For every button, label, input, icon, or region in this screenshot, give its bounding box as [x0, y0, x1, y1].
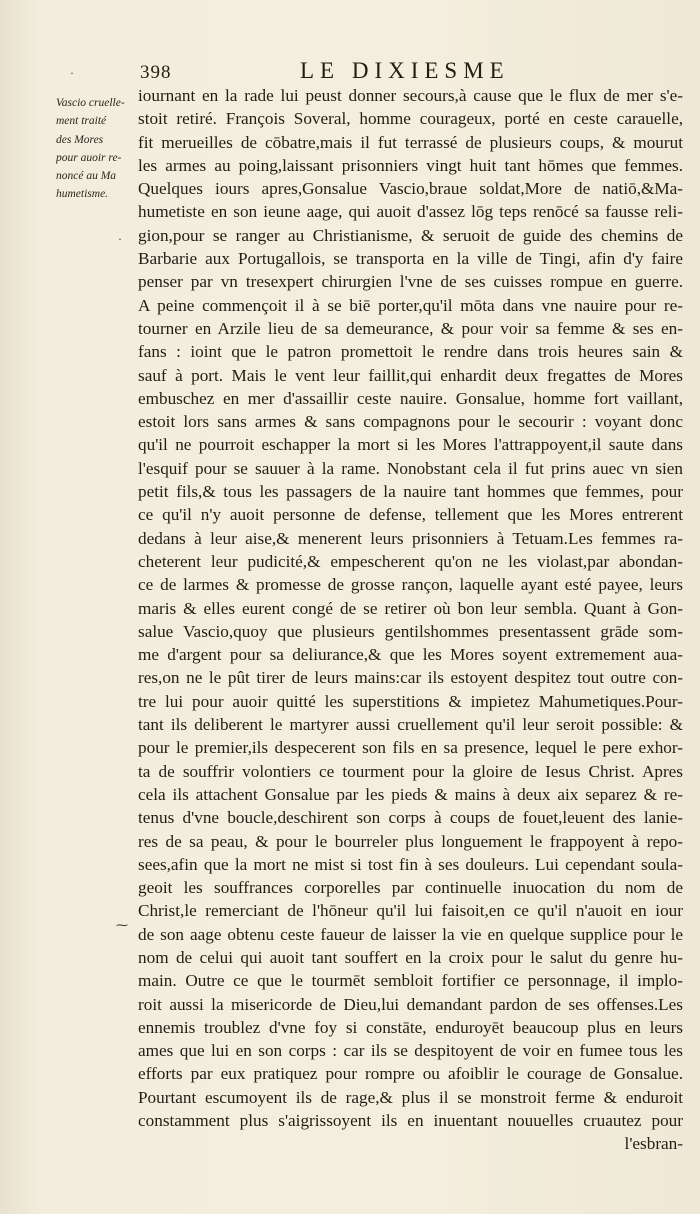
text-line: maris & elles eurent congé de se retirer où bon leur sembla. Quant à Gon-	[138, 598, 683, 618]
running-head: LE DIXIESME	[300, 58, 510, 83]
text-line: tourner en Arzile lieu de sa demeurance, & pour voir sa femme & ses en-	[138, 318, 683, 338]
text-line: ce de larmes & promesse de grosse rançon, laquelle ayant esté payee, leurs	[138, 575, 683, 595]
margin-note-line: ment traité	[56, 115, 107, 128]
text-line: tre lui pour auoir quitté les superstitions & impietez Mahumetiques.Pour-	[138, 691, 683, 711]
text-line: fit merueilles de cōbatre,mais il fut terrassé de plusieurs coups, & mourut	[138, 132, 683, 152]
text-line: les armes au poing,laissant prisonniers vingt huit tant hōmes que femmes.	[138, 155, 683, 175]
margin-note	[56, 94, 140, 204]
text-line: embuschez en mer d'assaillir ceste nauire. Gonsalue, homme fort vaillant,	[138, 388, 683, 408]
text-line: de son aage obtenu ceste faueur de laisser la vie en quelque supplice pour le	[138, 924, 683, 944]
text-line: petit fils,& tous les passagers de la nauire tant hommes que femmes, pour	[138, 482, 683, 502]
text-line: penser par vn tresexpert chirurgien l'vne de ses cuisses rompue en guerre.	[138, 272, 683, 292]
text-line: Christ,le remerciant de l'hōneur qu'il lui faisoit,en ce qu'il n'auoit en iour	[138, 901, 683, 921]
text-line: salue Vascio,quoy que plusieurs gentilshommes presentassent grāde som-	[138, 621, 683, 641]
text-line: efforts par eux pratiquez pour rompre ou afoiblir le courage de Gonsalue.	[138, 1064, 683, 1084]
text-line: gion,pour se ranger au Christianisme, & seruoit de guide des chemins de	[138, 225, 683, 245]
text-line: l'esquif pour se sauuer à la rame. Nonobstant cela il fut prins auec vn sien	[138, 458, 683, 478]
text-line: main. Outre ce que le tourmēt sembloit fortifier ce personnage, il implo-	[138, 971, 683, 991]
text-line: iournant en la rade lui peust donner secours,à cause que le flux de mer s'e-	[138, 86, 683, 105]
text-line: constamment plus s'aigrissoyent ils en inuentant nouuelles cruautez pour	[138, 1111, 683, 1131]
text-line: ennemis troublez d'vne foy si constāte, enduroyēt beaucoup plus en leurs	[138, 1017, 683, 1037]
margin-note-line: Vascio cruelle-	[56, 97, 125, 109]
text-line: ta de souffrir volontiers ce tourment pour la gloire de Iesus Christ. Apres	[138, 761, 683, 781]
text-line: fans : ioint que le patron promettoit le rendre dans trois heures sain &	[138, 342, 683, 362]
text-line: Barbarie aux Portugallois, se transporta en la ville de Tingi, afin d'y faire	[138, 249, 683, 269]
text-line: ames que lui en son corps : car ils se despitoyent de voir en fumee tous les	[138, 1041, 683, 1061]
text-line: stoit retiré. François Soveral, homme courageux, porté en ceste carauelle,	[138, 109, 683, 129]
text-line: roit aussi la misericorde de Dieu,lui demandant pardon de ses offenses.Les	[138, 994, 683, 1014]
margin-note-line: des Mores	[56, 133, 104, 146]
text-line: nom de celui qui auoit tant souffert en la croix pour le salut du genre hu-	[138, 947, 683, 967]
text-line: humetiste en son ieune aage, qui auoit d'assez lōg teps renōcé sa fausse reli-	[138, 202, 683, 222]
text-line: cheterent leur pudicité,& empescherent qu'on ne les violast,par abondan-	[138, 551, 683, 571]
text-line: me d'argent pour sa deliurance,& que les Mores soyent extremement aua-	[138, 645, 683, 665]
margin-dot: ·	[118, 232, 122, 246]
text-line: cela ils attachent Gonsalue par les pieds & mains à deux aix separez & re-	[138, 784, 683, 804]
text-line: dedans à leur aise,& menerent leurs prisonniers à Tetuam.Les femmes ra-	[138, 528, 683, 548]
body-text	[138, 84, 683, 1156]
margin-dot: ·	[70, 66, 74, 80]
text-line: pour le premier,ils despecerent son fils en sa presence, lequel le pere exhor-	[138, 738, 683, 758]
margin-note-line: humetisme.	[56, 188, 109, 201]
text-line: Quelques iours apres,Gonsalue Vascio,braue soldat,More de natiō,&Ma-	[138, 179, 683, 199]
text-line: tenus d'vne boucle,deschirent son corps à coups de fouet,leuent des lanie-	[138, 808, 683, 828]
text-line: qu'il ne pourroit eschapper la mort si les Mores l'attrappoyent,il saute dans	[138, 435, 683, 455]
text-line: geoit les souffrances corporelles par continuelle inuocation du nom de	[138, 878, 683, 898]
margin-flourish: ⁓	[116, 918, 128, 932]
text-line: res,on ne le pût tirer de leurs mains:car ils estoyent despitez tout outre con-	[138, 668, 683, 688]
catchword: l'esbran-	[624, 1134, 683, 1154]
margin-note-line: noncé au Ma	[56, 170, 117, 183]
text-line: tant ils deliberent le martyrer aussi cruellement qu'il leur seroit possible: &	[138, 715, 683, 735]
text-line: sees,afin que la mort ne mist si tost fin à ses douleurs. Lui cependant soula-	[138, 854, 683, 874]
text-line: A peine commençoit il à se biē porter,qu'il mōta dans vne nauire pour re-	[138, 295, 683, 315]
text-line: res de sa peau, & pour le bourreler plus longuement le frappoyent à repo-	[138, 831, 683, 851]
text-line: ce qu'il n'y auoit personne de defense, tellement que les Mores entrerent	[138, 505, 683, 525]
text-line: estoit lors sans armes & sans compagnons pour le secourir : voyant donc	[138, 412, 683, 432]
page-number: 398	[140, 62, 172, 83]
text-line: Pourtant escumoyent ils de rage,& plus il se monstroit ferme & enduroit	[138, 1087, 683, 1107]
text-line: sauf à port. Mais le vent leur faillit,qui enhardit deux fregattes de Mores	[138, 365, 683, 385]
margin-note-line: pour auoir re-	[56, 151, 122, 164]
